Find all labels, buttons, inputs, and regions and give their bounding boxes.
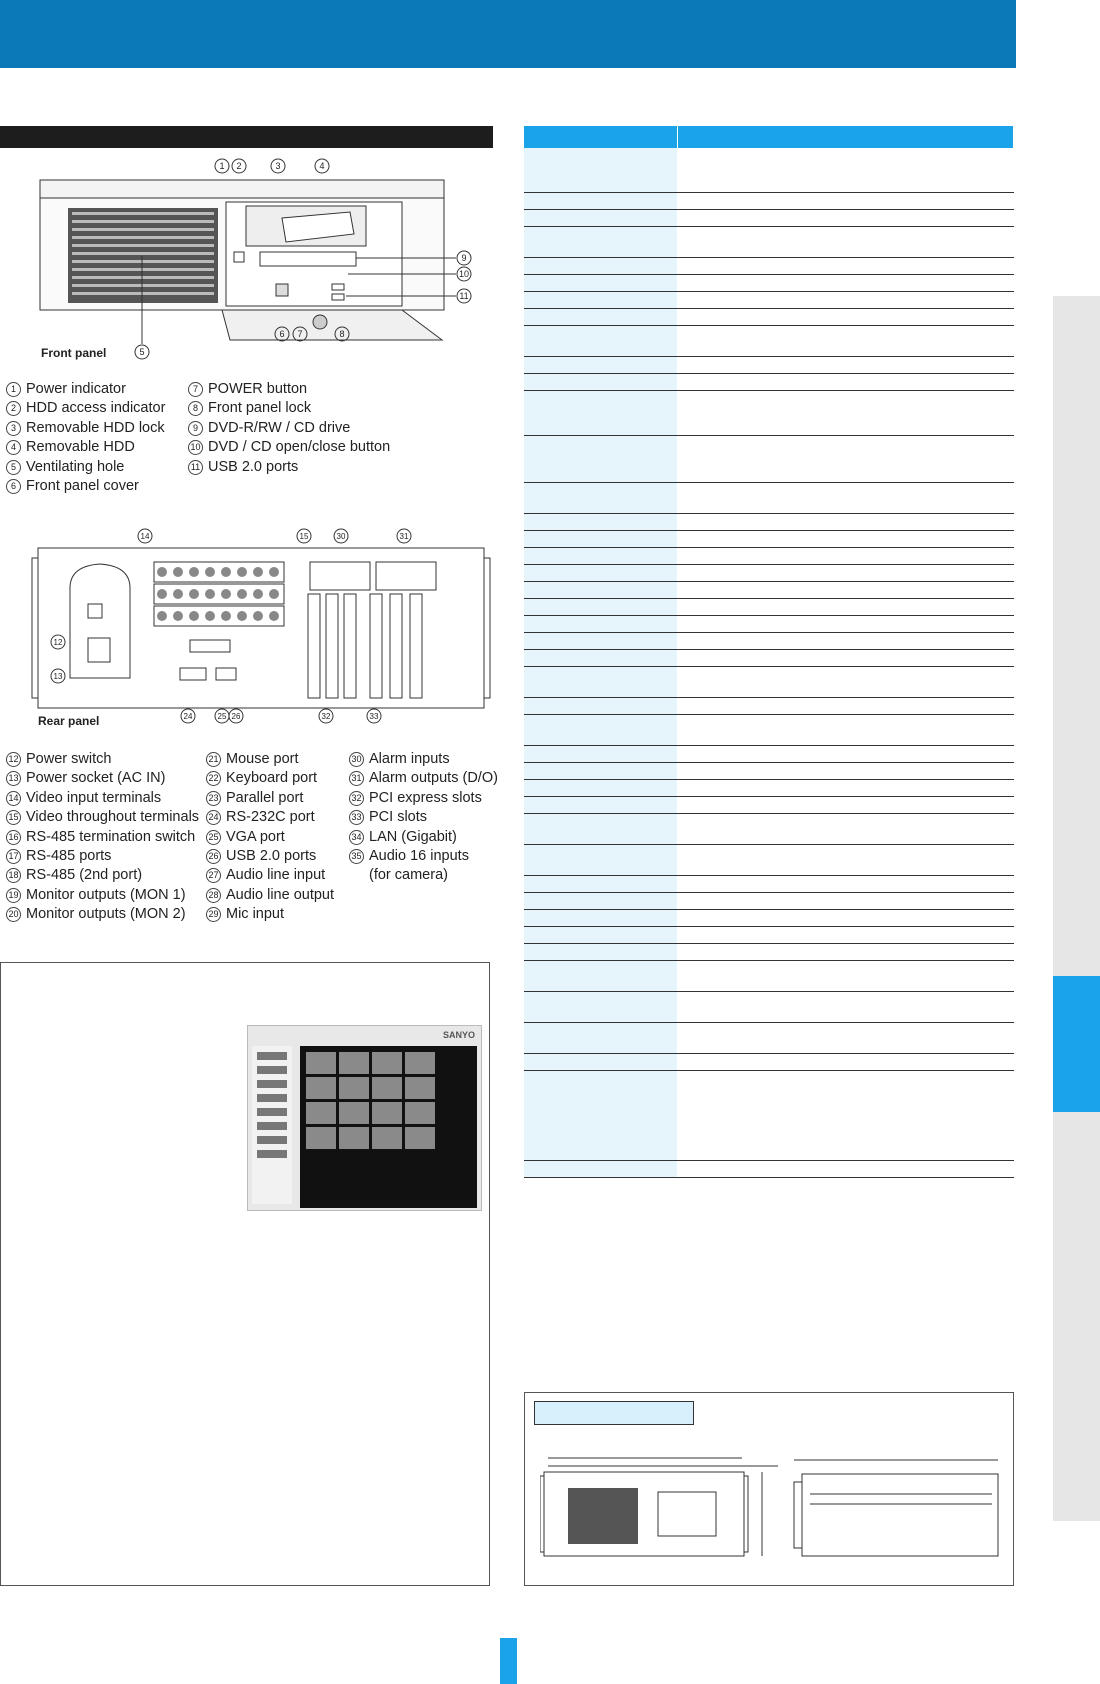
table-row <box>524 257 1014 274</box>
svg-text:7: 7 <box>297 329 303 339</box>
legend-item: 15 Video throughout terminals <box>6 808 199 827</box>
table-row <box>524 581 1014 598</box>
table-row <box>524 325 1014 356</box>
svg-text:10: 10 <box>458 269 470 279</box>
legend-item: 23 Parallel port <box>206 789 334 808</box>
table-header-cell <box>524 126 678 148</box>
screenshot-sidebar <box>252 1046 292 1204</box>
legend-item: 33 PCI slots <box>349 808 498 827</box>
legend-item: 24 RS-232C port <box>206 808 334 827</box>
legend-item: 25 VGA port <box>206 828 334 847</box>
table-row <box>524 530 1014 547</box>
svg-text:15: 15 <box>299 532 309 541</box>
front-panel-legend-right <box>188 380 390 477</box>
table-row <box>524 390 1014 435</box>
table-row <box>524 564 1014 581</box>
table-row <box>524 1022 1014 1053</box>
legend-item: 27 Audio line input <box>206 866 334 885</box>
table-row <box>524 209 1014 226</box>
legend-item: 35 Audio 16 inputs <box>349 847 498 866</box>
screenshot-video-grid <box>300 1046 477 1208</box>
svg-text:6: 6 <box>279 329 285 339</box>
rear-panel-legend-col3 <box>349 750 498 886</box>
legend-item: 6 Front panel cover <box>6 477 165 496</box>
rear-panel-legend-col2 <box>206 750 334 925</box>
table-row <box>524 649 1014 666</box>
legend-item: 11 USB 2.0 ports <box>188 458 390 477</box>
legend-item: 16 RS-485 termination switch <box>6 828 199 847</box>
table-row <box>524 991 1014 1022</box>
table-row <box>524 960 1014 991</box>
front-panel-label: Front panel <box>41 346 107 360</box>
table-row <box>524 813 1014 844</box>
table-row <box>524 356 1014 373</box>
legend-item: 4 Removable HDD <box>6 438 165 457</box>
side-index-tab-active <box>1053 976 1100 1112</box>
table-row <box>524 291 1014 308</box>
legend-item: 29 Mic input <box>206 905 334 924</box>
table-row <box>524 943 1014 960</box>
table-row <box>524 875 1014 892</box>
svg-text:12: 12 <box>53 638 63 647</box>
table-row <box>524 745 1014 762</box>
top-header-bar <box>0 0 1016 68</box>
svg-text:1: 1 <box>219 161 225 171</box>
svg-text:30: 30 <box>336 532 346 541</box>
legend-item: 12 Power switch <box>6 750 199 769</box>
svg-text:13: 13 <box>53 672 63 681</box>
table-row <box>524 274 1014 291</box>
legend-item: 10 DVD / CD open/close button <box>188 438 390 457</box>
svg-text:24: 24 <box>183 712 193 721</box>
legend-item: 14 Video input terminals <box>6 789 199 808</box>
table-row <box>524 598 1014 615</box>
svg-text:31: 31 <box>399 532 409 541</box>
table-row <box>524 226 1014 257</box>
legend-item: 32 PCI express slots <box>349 789 498 808</box>
table-row <box>524 373 1014 390</box>
legend-item: 30 Alarm inputs <box>349 750 498 769</box>
legend-item: 2 HDD access indicator <box>6 399 165 418</box>
table-row <box>524 308 1014 325</box>
table-row <box>524 714 1014 745</box>
section-heading-bar <box>0 126 493 148</box>
svg-text:11: 11 <box>459 291 469 301</box>
table-row <box>524 892 1014 909</box>
table-row <box>524 796 1014 813</box>
dimensions-label-box <box>534 1401 694 1425</box>
legend-item: 8 Front panel lock <box>188 399 390 418</box>
legend-item: 5 Ventilating hole <box>6 458 165 477</box>
legend-item: 18 RS-485 (2nd port) <box>6 866 199 885</box>
legend-item: 3 Removable HDD lock <box>6 419 165 438</box>
rear-panel-label: Rear panel <box>38 714 100 728</box>
rear-panel-legend-col1 <box>6 750 199 925</box>
front-panel-diagram <box>30 156 480 366</box>
table-row <box>524 779 1014 796</box>
svg-text:5: 5 <box>139 347 145 357</box>
svg-text:3: 3 <box>275 161 281 171</box>
svg-text:32: 32 <box>321 712 331 721</box>
table-row <box>524 1070 1014 1160</box>
table-row <box>524 615 1014 632</box>
brand-logo: SANYO <box>442 1030 475 1040</box>
dimension-drawings <box>540 1452 1010 1562</box>
legend-item: 31 Alarm outputs (D/O) <box>349 769 498 788</box>
page-marker <box>500 1638 517 1684</box>
legend-item: 22 Keyboard port <box>206 769 334 788</box>
legend-item: 19 Monitor outputs (MON 1) <box>6 886 199 905</box>
rear-panel-diagram <box>30 528 492 728</box>
table-row <box>524 666 1014 697</box>
table-row <box>524 762 1014 779</box>
legend-item: 34 LAN (Gigabit) <box>349 828 498 847</box>
front-panel-legend-left <box>6 380 165 496</box>
table-row <box>524 148 1014 192</box>
table-row <box>524 1053 1014 1070</box>
specifications-table <box>524 126 1014 1178</box>
table-row <box>524 192 1014 209</box>
legend-item: 28 Audio line output <box>206 886 334 905</box>
table-row <box>524 926 1014 943</box>
svg-text:26: 26 <box>231 712 241 721</box>
table-row <box>524 513 1014 530</box>
software-screenshot <box>247 1025 482 1211</box>
legend-item: (for camera) <box>369 867 448 884</box>
legend-item: 26 USB 2.0 ports <box>206 847 334 866</box>
legend-item: 20 Monitor outputs (MON 2) <box>6 905 199 924</box>
table-row <box>524 632 1014 649</box>
legend-item: 7 POWER button <box>188 380 390 399</box>
legend-item: 1 Power indicator <box>6 380 165 399</box>
svg-text:2: 2 <box>236 161 242 171</box>
table-row <box>524 435 1014 482</box>
svg-text:14: 14 <box>140 532 150 541</box>
legend-item: 13 Power socket (AC IN) <box>6 769 199 788</box>
legend-item: 21 Mouse port <box>206 750 334 769</box>
table-row <box>524 1160 1014 1177</box>
table-row <box>524 697 1014 714</box>
side-index-tab <box>1053 296 1100 1521</box>
table-row <box>524 844 1014 875</box>
svg-text:9: 9 <box>461 253 467 263</box>
svg-text:8: 8 <box>339 329 345 339</box>
table-header-cell <box>678 126 1014 148</box>
table-row <box>524 482 1014 513</box>
svg-text:33: 33 <box>369 712 379 721</box>
table-row <box>524 909 1014 926</box>
svg-text:4: 4 <box>319 161 325 171</box>
legend-item: 9 DVD-R/RW / CD drive <box>188 419 390 438</box>
legend-item: 17 RS-485 ports <box>6 847 199 866</box>
table-row <box>524 547 1014 564</box>
svg-text:25: 25 <box>217 712 227 721</box>
